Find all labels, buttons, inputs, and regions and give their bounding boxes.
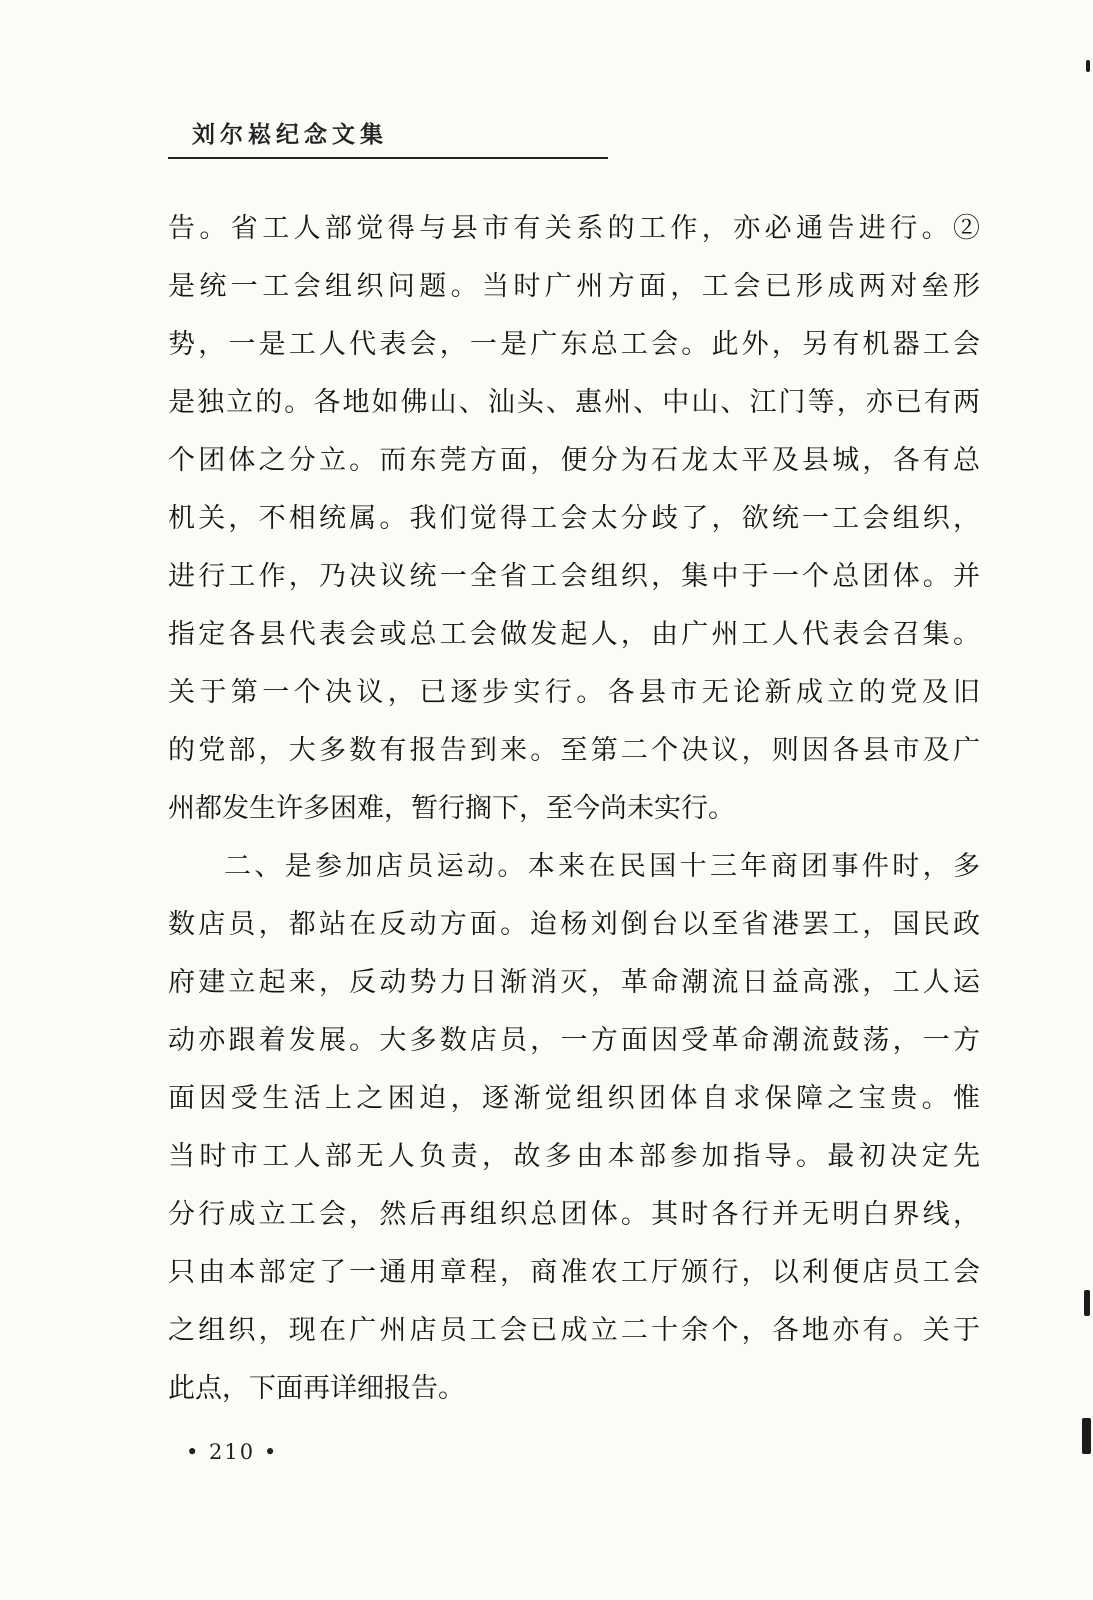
text-line: 只由本部定了一通用章程，商准农工厅颁行，以利便店员工会 [168,1257,980,1288]
text-line: 关于第一个决议，已逐步实行。各县市无论新成立的党及旧 [168,677,980,708]
text-line: 的党部，大多数有报告到来。至第二个决议，则因各县市及广 [168,735,980,766]
scan-artifact [1086,60,1090,72]
text-line-indented: 二、是参加店员运动。本来在民国十三年商团事件时，多 [224,851,980,882]
text-line: 此点，下面再详细报告。 [168,1373,465,1404]
text-line: 是独立的。各地如佛山、汕头、惠州、中山、江门等，亦已有两 [168,387,980,418]
text-line: 当时市工人部无人负责，故多由本部参加指导。最初决定先 [168,1141,980,1172]
text-line: 面因受生活上之困迫，逐渐觉组织团体自求保障之宝贵。惟 [168,1083,980,1114]
text-line: 指定各县代表会或总工会做发起人，由广州工人代表会召集。 [168,619,980,650]
text-line: 数店员，都站在反动方面。迨杨刘倒台以至省港罢工，国民政 [168,909,980,940]
scan-artifact [1082,1418,1091,1454]
text-line: 府建立起来，反动势力日渐消灭，革命潮流日益高涨，工人运 [168,967,980,998]
running-header: 刘尔崧纪念文集 [192,122,388,148]
text-line: 动亦跟着发展。大多数店员，一方面因受革命潮流鼓荡，一方 [168,1025,980,1056]
text-line: 进行工作，乃决议统一全省工会组织，集中于一个总团体。并 [168,561,980,592]
text-line: 机关，不相统属。我们觉得工会太分歧了，欲统一工会组织， [168,503,980,534]
text-line: 告。省工人部觉得与县市有关系的工作，亦必通告进行。② [168,213,980,244]
header-rule [168,157,608,159]
text-line: 是统一工会组织问题。当时广州方面，工会已形成两对垒形 [168,271,980,302]
text-line: 个团体之分立。而东莞方面，便分为石龙太平及县城，各有总 [168,445,980,476]
text-line: 分行成立工会，然后再组织总团体。其时各行并无明白界线， [168,1199,980,1230]
page-number: • 210 • [186,1440,279,1464]
text-line: 州都发生许多困难，暂行搁下，至今尚未实行。 [168,793,735,824]
body-text [168,200,980,1418]
text-line: 势，一是工人代表会，一是广东总工会。此外，另有机器工会 [168,329,980,360]
scan-artifact [1084,1290,1090,1316]
text-line: 之组织，现在广州店员工会已成立二十余个，各地亦有。关于 [168,1315,980,1346]
